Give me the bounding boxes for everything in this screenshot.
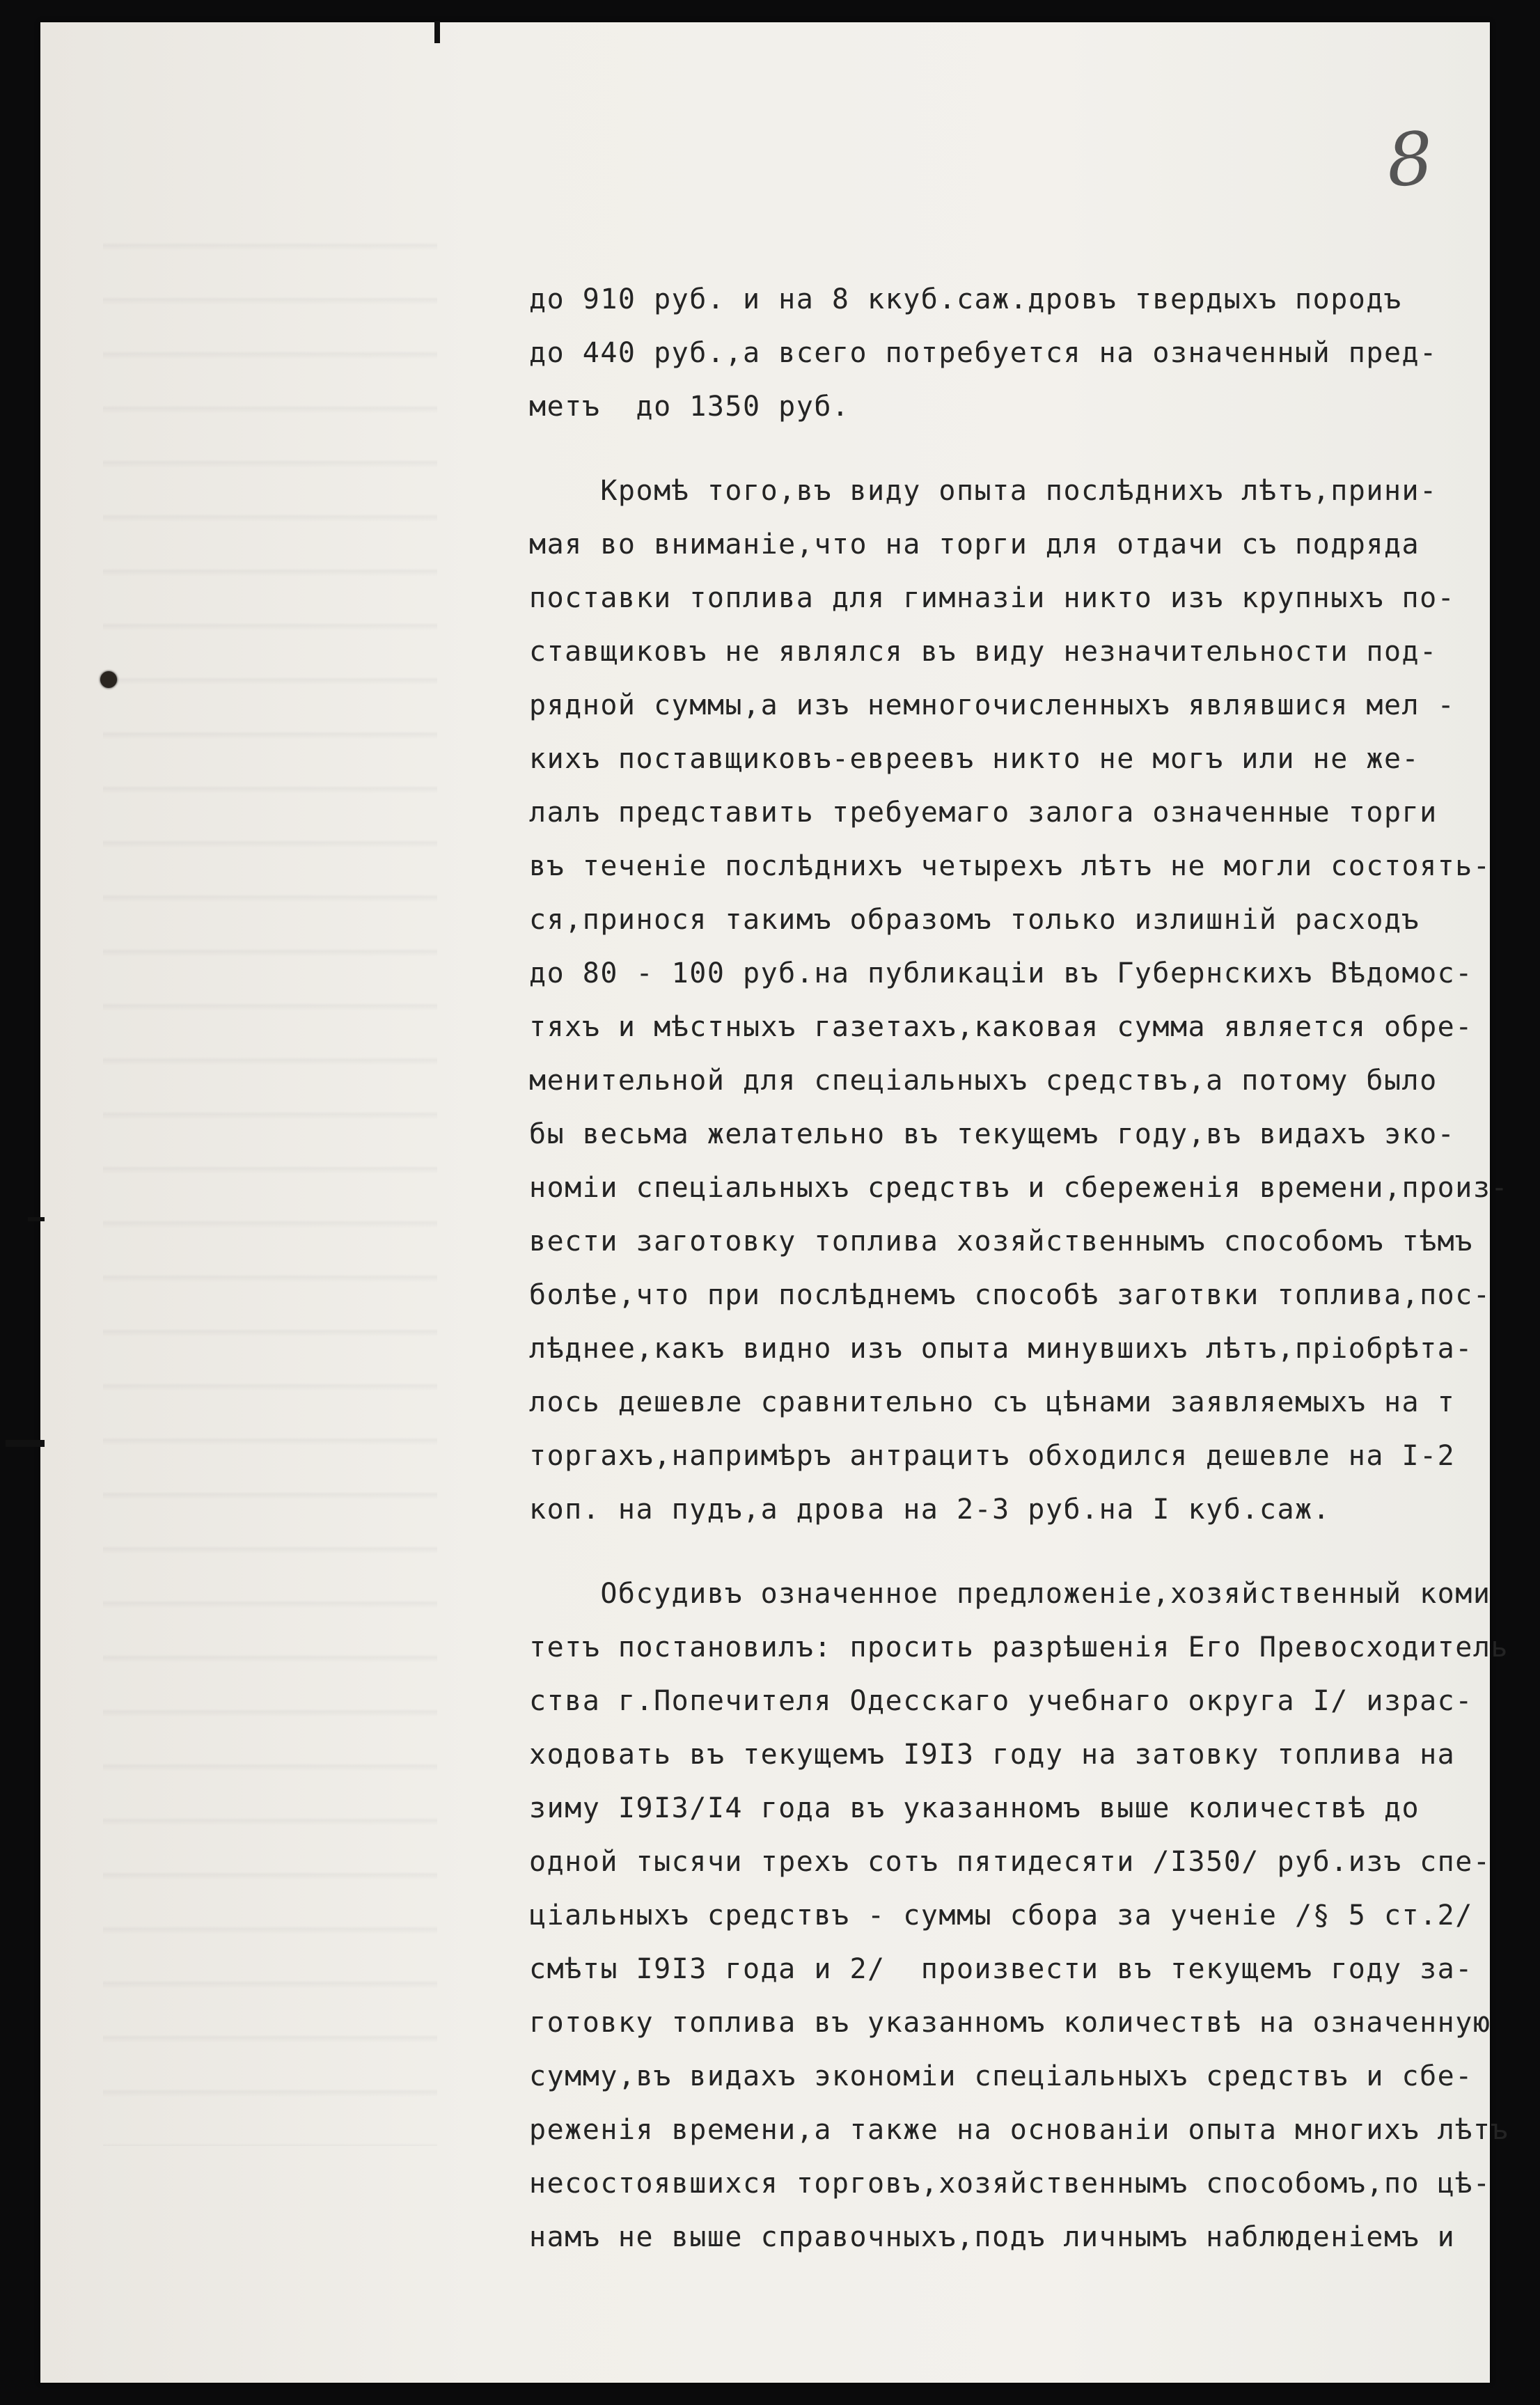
- paragraph-gap: [529, 434, 1532, 464]
- text-line: до 910 руб. и на 8 ккуб.саж.дровъ твердыхъ породъ: [529, 283, 1402, 315]
- text-line: намъ не выше справочныхъ,подъ личнымъ наблюденіемъ и: [529, 2221, 1456, 2253]
- text-line: реженія времени,а также на основаніи опыта многихъ лѣтъ: [529, 2114, 1509, 2146]
- binding-hole: [100, 671, 117, 688]
- text-line: тетъ постановилъ: просить разрѣшенія Его Превосходитель: [529, 1631, 1509, 1663]
- text-line: мая во вниманіе,что на торги для отдачи съ подряда: [529, 528, 1420, 561]
- text-line: лось дешевле сравнительно съ цѣнами заявляемыхъ на т: [529, 1386, 1456, 1418]
- text-line: несостоявшихся торговъ,хозяйственнымъ способомъ,по цѣ-: [529, 2168, 1491, 2200]
- text-line: въ теченіе послѣднихъ четырехъ лѣтъ не могли состоять-: [529, 850, 1491, 882]
- text-line: ходовать въ текущемъ I9I3 году на затовку топлива на: [529, 1739, 1456, 1771]
- text-line: смѣты I9I3 года и 2/ произвести въ текущемъ году за-: [529, 1953, 1473, 1985]
- bleed-through-text: [103, 196, 437, 2146]
- text-line: лѣднее,какъ видно изъ опыта минувшихъ лѣтъ,пріобрѣта-: [529, 1333, 1473, 1365]
- text-line: тяхъ и мѣстныхъ газетахъ,каковая сумма является обре-: [529, 1011, 1473, 1043]
- text-line: ціальныхъ средствъ - суммы сбора за ученіе /§ 5 ст.2/: [529, 1899, 1473, 1932]
- text-line: Обсудивъ означенное предложеніе,хозяйственный коми: [529, 1578, 1491, 1610]
- document-page: [40, 22, 1509, 2383]
- paragraph: [529, 273, 1532, 434]
- page-number: 8: [1383, 115, 1436, 204]
- text-line: номіи спеціальныхъ средствъ и сбереженія времени,произ-: [529, 1172, 1509, 1204]
- text-line: до 440 руб.,а всего потребуется на означенный пред-: [529, 337, 1438, 369]
- text-line: поставки топлива для гимназіи никто изъ крупныхъ по-: [529, 582, 1456, 614]
- text-line: одной тысячи трехъ сотъ пятидесяти /I350/ руб.изъ спе-: [529, 1846, 1491, 1878]
- text-line: до 80 - 100 руб.на публикаціи въ Губернскихъ Вѣдомос-: [529, 957, 1473, 989]
- text-line: ся,принося такимъ образомъ только излишній расходъ: [529, 904, 1420, 936]
- text-line: лалъ представить требуемаго залога означенные торги: [529, 797, 1438, 829]
- document-body: [529, 273, 1532, 2264]
- binding-mark: [28, 1217, 45, 1221]
- text-line: вести заготовку топлива хозяйственнымъ способомъ тѣмъ: [529, 1225, 1473, 1258]
- binding-mark: [6, 1440, 45, 1447]
- text-line: бы весьма желательно въ текущемъ году,въ видахъ эко-: [529, 1118, 1456, 1150]
- text-line: менительной для спеціальныхъ средствъ,а потому было: [529, 1065, 1438, 1097]
- binding-mark: [434, 21, 440, 43]
- text-line: готовку топлива въ указанномъ количествѣ на означенную: [529, 2007, 1491, 2039]
- text-line: метъ до 1350 руб.: [529, 391, 850, 423]
- text-line: торгахъ,напримѣръ антрацитъ обходился дешевле на I-2: [529, 1440, 1456, 1472]
- text-line: Кромѣ того,въ виду опыта послѣднихъ лѣтъ,прини-: [529, 475, 1438, 507]
- paragraph-gap: [529, 1537, 1532, 1567]
- text-line: болѣе,что при послѣднемъ способѣ заготвки топлива,пос-: [529, 1279, 1491, 1311]
- text-line: ставщиковъ не являлся въ виду незначительности под-: [529, 636, 1438, 668]
- text-line: рядной суммы,а изъ немногочисленныхъ являвшися мел -: [529, 689, 1456, 721]
- text-line: кихъ поставщиковъ-евреевъ никто не могъ или не же-: [529, 743, 1420, 775]
- text-line: зиму I9I3/I4 года въ указанномъ выше количествѣ до: [529, 1792, 1420, 1824]
- text-line: сумму,въ видахъ экономіи спеціальныхъ средствъ и сбе-: [529, 2060, 1473, 2092]
- text-line: коп. на пудъ,а дрова на 2-3 руб.на I куб.саж.: [529, 1494, 1331, 1526]
- paragraph: [529, 1567, 1532, 2264]
- paragraph: [529, 464, 1532, 1537]
- text-line: ства г.Попечителя Одесскаго учебнаго округа I/ израс-: [529, 1685, 1473, 1717]
